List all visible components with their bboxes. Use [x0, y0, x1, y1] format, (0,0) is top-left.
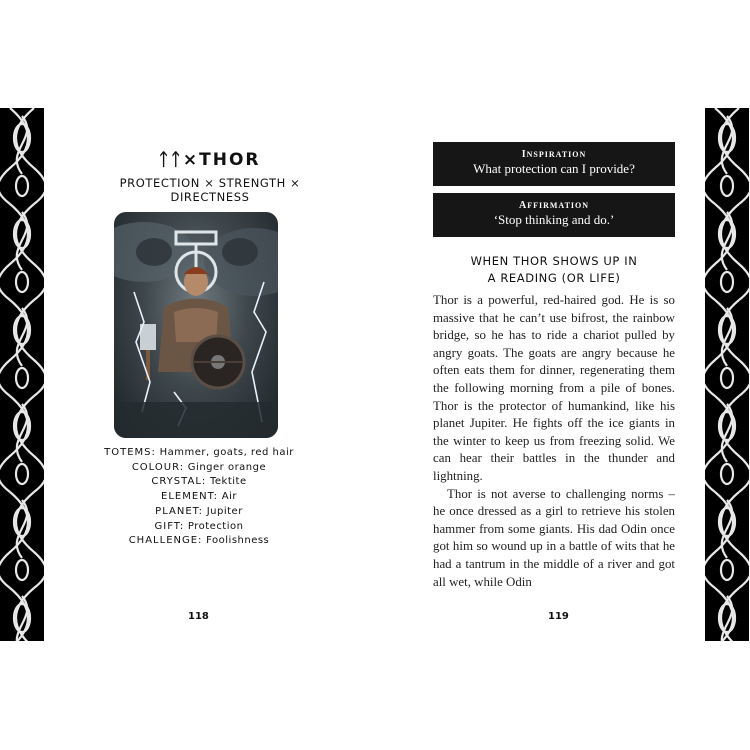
body-text	[433, 292, 675, 591]
inspiration-text: What protection can I provide?	[473, 161, 635, 176]
inspiration-box	[433, 142, 675, 186]
page-number-right: 119	[548, 611, 569, 622]
body-paragraph: Thor is not averse to challenging norms – he once dressed as a girl to retrieve his stolen hammer from some giants. His dad Odin once got him so wound up in a battle of wits that he had a tantrum in the middle of a river and got all wet, while Odin	[433, 486, 675, 589]
attribute-planet: PLANET: Jupiter	[155, 505, 243, 517]
body-paragraph: Thor is a powerful, red-haired god. He is so massive that he can’t use bifrost, the rainbow bridge, so he has to ride a chariot pulled by angry goats. The goats are angry because he often eats them for dinner, regenerating them the following morning from a pile of bones. Thor is the protector of humankind, like his planet Jupiter. He fights off the ice giants in the winter to keep us from freezing solid. We can hear their battles in the thunder and lightning.	[433, 293, 675, 483]
affirmation-heading: AFFIRMATION	[518, 200, 590, 211]
card-title: ᛏᛏ×THOR	[158, 150, 261, 170]
celtic-knot-icon	[705, 108, 749, 641]
attribute-colour: COLOUR: Ginger orange	[131, 461, 267, 473]
inspiration-heading: INSPIRATION	[521, 149, 587, 160]
card-attributes	[44, 446, 354, 549]
celtic-knot-border-right	[705, 108, 749, 641]
attribute-element: ELEMENT: Air	[161, 491, 237, 503]
attribute-gift: GIFT: Protection	[154, 520, 244, 532]
thor-card-illustration	[114, 212, 278, 438]
attribute-crystal: CRYSTAL: Tektite	[151, 476, 247, 488]
left-page	[44, 108, 375, 641]
attribute-totems: TOTEMS: Hammer, goats, red hair	[104, 447, 294, 458]
attribute-challenge: CHALLENGE: Foolishness	[128, 535, 270, 547]
page-number-left: 118	[188, 611, 209, 622]
card-qualities: PROTECTION × STRENGTH × DIRECTNESS	[119, 176, 301, 204]
affirmation-box	[433, 193, 675, 237]
celtic-knot-border-left	[0, 108, 44, 641]
celtic-knot-icon	[0, 108, 44, 641]
affirmation-text: ‘Stop thinking and do.’	[493, 212, 615, 227]
section-heading: WHEN THOR SHOWS UP IN A READING (OR LIFE)	[470, 254, 638, 285]
thor-card-illustration-icon	[114, 212, 278, 438]
